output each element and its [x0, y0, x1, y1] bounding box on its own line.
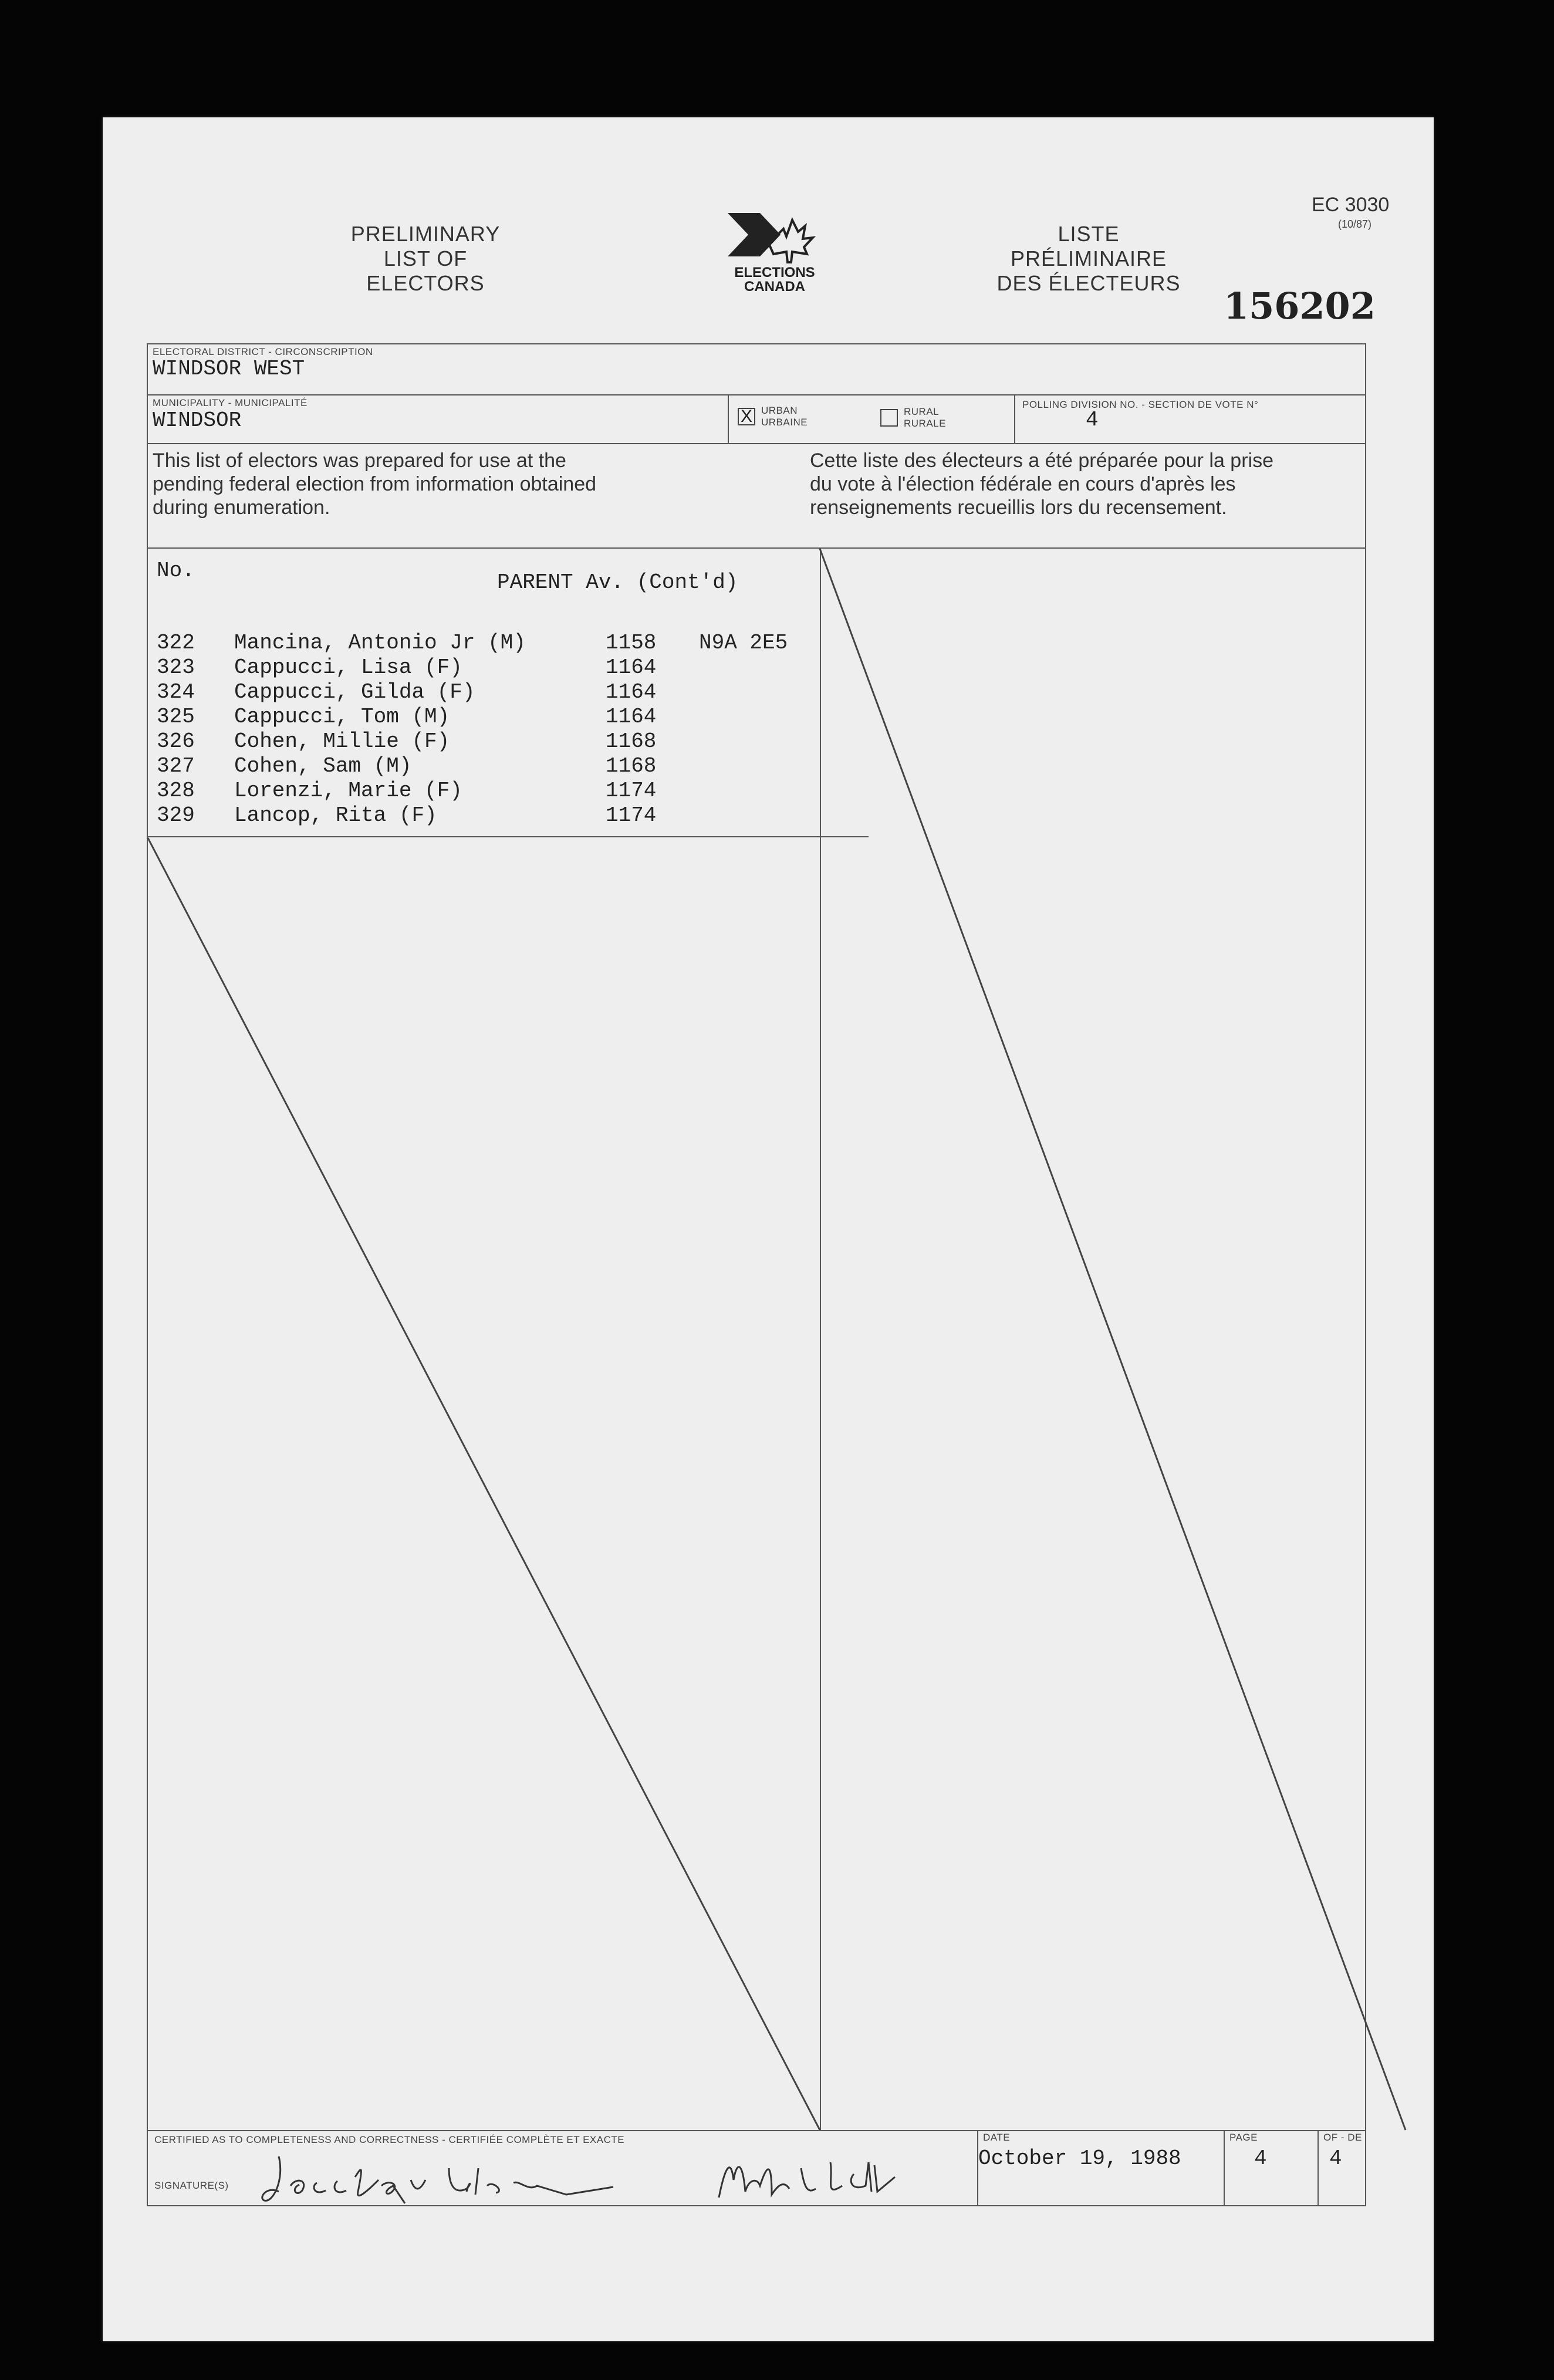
entry-name: Cohen, Sam (M)	[234, 754, 412, 778]
left-column-cancel-line	[148, 838, 820, 2130]
page-value: 4	[1254, 2146, 1267, 2171]
certified-label: CERTIFIED AS TO COMPLETENESS AND CORRECTNESS - CERTIFIÉE COMPLÈTE ET EXACTE	[154, 2134, 625, 2145]
form-date: (10/87)	[1338, 218, 1372, 230]
title-en-line-2: LIST OF	[383, 246, 468, 271]
entry-name: Cappucci, Gilda (F)	[234, 680, 475, 704]
title-fr-line-2: PRÉLIMINAIRE	[1010, 246, 1167, 271]
cancel-diagonal-lines	[103, 117, 1434, 2341]
entry-name: Cappucci, Lisa (F)	[234, 655, 462, 679]
urban-checkbox: X	[738, 408, 755, 425]
entry-address: 1164	[606, 655, 657, 679]
date-value: October 19, 1988	[978, 2146, 1181, 2171]
title-fr-line-1: LISTE	[1058, 222, 1120, 246]
entry-number: 325	[157, 705, 195, 729]
urban-label-fr: URBAINE	[761, 417, 808, 428]
signature-label: SIGNATURE(S)	[154, 2180, 229, 2191]
urban-label-en: URBAN	[761, 405, 798, 416]
handwritten-signatures	[261, 2145, 965, 2209]
title-en-line-3: ELECTORS	[366, 271, 485, 295]
notice-en-line-2: pending federal election from information obtained	[153, 473, 597, 495]
entry-address: 1158	[606, 631, 657, 655]
entry-number: 324	[157, 680, 195, 704]
entry-number: 329	[157, 803, 195, 827]
right-column-cancel-line	[820, 549, 1406, 2130]
of-label: OF - DE	[1323, 2132, 1362, 2143]
polling-division-value: 4	[1086, 408, 1099, 432]
notice-fr-line-1: Cette liste des électeurs a été préparée pour la prise	[810, 449, 1274, 472]
logo-text-canada: CANADA	[744, 279, 805, 295]
entry-name: Cappucci, Tom (M)	[234, 705, 450, 729]
logo-text-elections: ELECTIONS	[734, 265, 815, 280]
street-name: PARENT Av. (Cont'd)	[497, 570, 738, 594]
number-column-header: No.	[157, 559, 195, 583]
municipality-value: WINDSOR	[153, 408, 242, 432]
entry-number: 328	[157, 779, 195, 803]
rural-label-fr: RURALE	[904, 418, 946, 429]
district-label: ELECTORAL DISTRICT - CIRCONSCRIPTION	[153, 346, 373, 357]
notice-fr-line-2: du vote à l'élection fédérale en cours d'après les	[810, 473, 1236, 495]
entry-address: 1168	[606, 754, 657, 778]
entry-address: 1174	[606, 779, 657, 803]
entry-name: Lancop, Rita (F)	[234, 803, 437, 827]
entry-address: 1174	[606, 803, 657, 827]
page-label: PAGE	[1229, 2132, 1258, 2143]
entry-number: 326	[157, 729, 195, 753]
entry-address: 1164	[606, 680, 657, 704]
entry-name: Cohen, Millie (F)	[234, 729, 450, 753]
date-label: DATE	[983, 2132, 1011, 2143]
serial-number: 156202	[1224, 285, 1376, 327]
entry-name: Mancina, Antonio Jr (M)	[234, 631, 526, 655]
notice-fr-line-3: renseignements recueillis lors du recensement.	[810, 496, 1227, 519]
rural-label-en: RURAL	[904, 406, 940, 417]
form-code: EC 3030	[1312, 194, 1390, 216]
municipality-label: MUNICIPALITY - MUNICIPALITÉ	[153, 397, 308, 408]
entry-name: Lorenzi, Marie (F)	[234, 779, 462, 803]
notice-en-line-3: during enumeration.	[153, 496, 330, 519]
title-en-line-1: PRELIMINARY	[350, 222, 501, 246]
district-value: WINDSOR WEST	[153, 357, 305, 381]
entry-postal-code: N9A 2E5	[699, 631, 788, 655]
polling-division-label: POLLING DIVISION NO. - SECTION DE VOTE N°	[1022, 399, 1259, 410]
electors-list-form	[103, 117, 1434, 2341]
title-fr-line-3: DES ÉLECTEURS	[996, 271, 1181, 295]
of-value: 4	[1329, 2146, 1342, 2171]
entry-number: 322	[157, 631, 195, 655]
entry-number: 327	[157, 754, 195, 778]
notice-en-line-1: This list of electors was prepared for use at the	[153, 449, 566, 472]
entry-address: 1168	[606, 729, 657, 753]
entry-address: 1164	[606, 705, 657, 729]
entry-number: 323	[157, 655, 195, 679]
